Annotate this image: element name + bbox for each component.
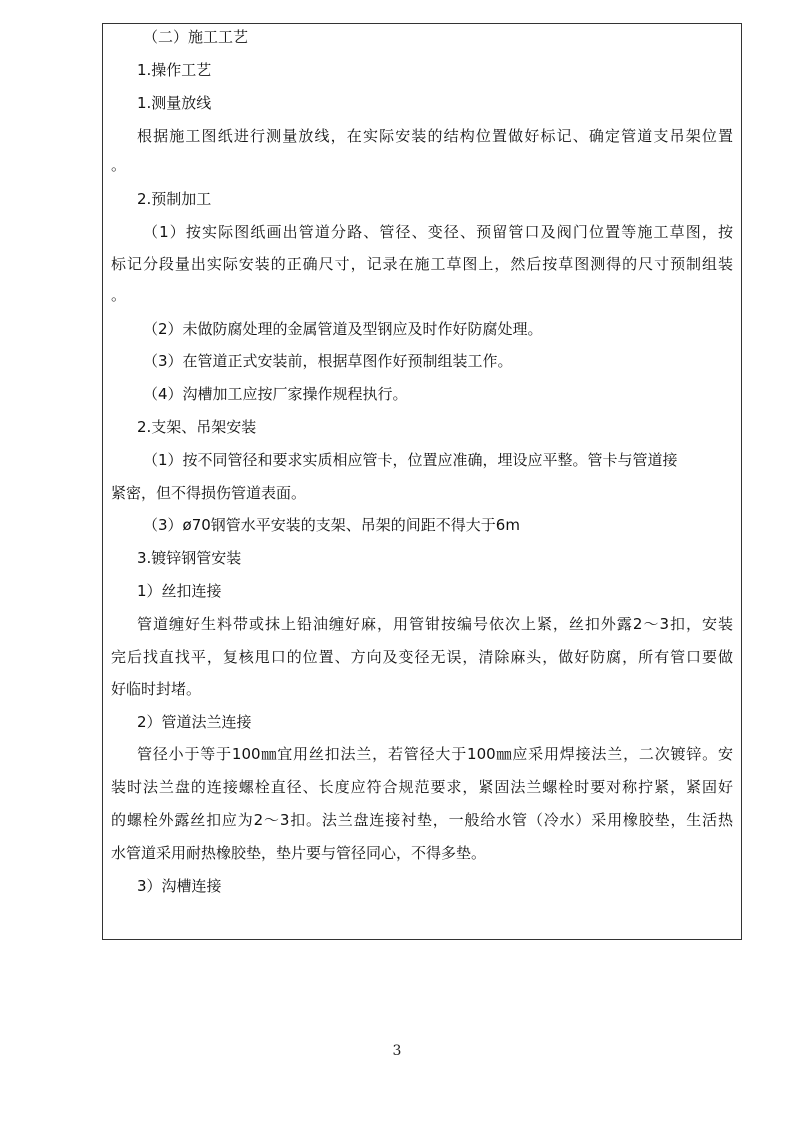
paragraph-line: 完后找直找平，复核甩口的位置、方向及变径无误，清除麻头，做好防腐，所有管口要做: [111, 648, 733, 666]
paragraph-line: 紧密，但不得损伤管道表面。: [111, 484, 307, 502]
paragraph-line: （3）ø70钢管水平安装的支架、吊架的间距不得大于6m: [143, 516, 520, 534]
paragraph-line: （1）按不同管径和要求实质相应管卡，位置应准确，埋设应平整。管卡与管道接: [143, 451, 678, 469]
paragraph-line: 装时法兰盘的连接螺栓直径、长度应符合规范要求，紧固法兰螺栓时要对称拧紧，紧固好: [111, 778, 733, 796]
paragraph-line: （3）在管道正式安装前，根据草图作好预制组装工作。: [143, 352, 513, 370]
paragraph-line: 的螺栓外露丝扣应为2～3扣。法兰盘连接衬垫，一般给水管（冷水）采用橡胶垫，生活热: [111, 811, 733, 829]
subheading-support-installation: 2.支架、吊架安装: [137, 418, 257, 436]
paragraph-line: 标记分段量出实际安装的正确尺寸，记录在施工草图上，然后按草图测得的尺寸预制组装: [111, 255, 733, 273]
paragraph-line: 。: [111, 156, 127, 174]
subheading-flange-connection: 2）管道法兰连接: [137, 713, 252, 731]
subheading-survey-layout: 1.测量放线: [137, 94, 212, 112]
paragraph-line: 水管道采用耐热橡胶垫，垫片要与管径同心，不得多垫。: [111, 844, 487, 862]
paragraph-line: 好临时封堵。: [111, 680, 202, 698]
content-frame: [102, 23, 742, 940]
paragraph-line: 。: [111, 286, 127, 304]
paragraph-line: （2）未做防腐处理的金属管道及型钢应及时作好防腐处理。: [143, 320, 543, 338]
subheading-operation-process: 1.操作工艺: [137, 61, 212, 79]
paragraph-line: 管径小于等于100㎜宜用丝扣法兰，若管径大于100㎜应采用焊接法兰，二次镀锌。安: [137, 745, 733, 763]
subheading-groove-connection: 3）沟槽连接: [137, 877, 222, 895]
section-heading: （二）施工工艺: [143, 28, 249, 46]
subheading-prefabrication: 2.预制加工: [137, 190, 212, 208]
paragraph-line: （1）按实际图纸画出管道分路、管径、变径、预留管口及阀门位置等施工草图，按: [143, 223, 733, 241]
subheading-galvanized-pipe: 3.镀锌钢管安装: [137, 549, 242, 567]
paragraph-line: （4）沟槽加工应按厂家操作规程执行。: [143, 385, 408, 403]
paragraph-line: 管道缠好生料带或抹上铅油缠好麻，用管钳按编号依次上紧，丝扣外露2～3扣，安装: [137, 615, 733, 633]
subheading-threaded-connection: 1）丝扣连接: [137, 582, 222, 600]
page-number: 3: [392, 1043, 402, 1059]
paragraph-line: 根据施工图纸进行测量放线，在实际安装的结构位置做好标记、确定管道支吊架位置: [137, 127, 733, 145]
